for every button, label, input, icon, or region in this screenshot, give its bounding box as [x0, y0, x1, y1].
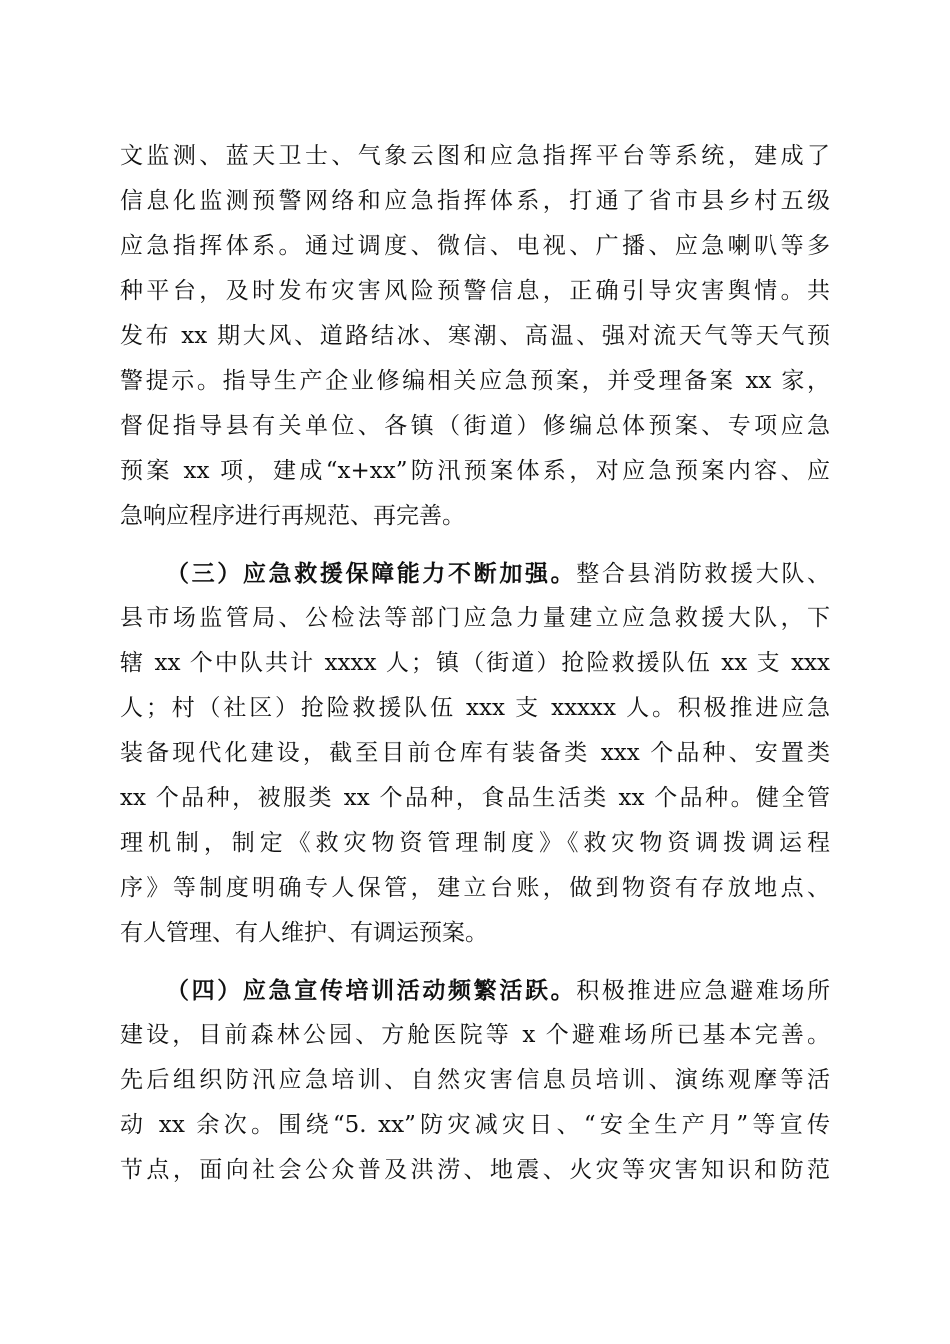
paragraph-line: 应急指挥体系。通过调度、微信、电视、广播、应急喇叭等多: [120, 233, 830, 259]
section-heading: （四）应急宣传培训活动频繁活跃。: [166, 977, 577, 1004]
paragraph-line: 种平台，及时发布灾害风险预警信息，正确引导灾害舆情。共: [120, 278, 830, 304]
paragraph-line: 信息化监测预警网络和应急指挥体系，打通了省市县乡村五级: [120, 188, 830, 214]
paragraph-line: 先后组织防汛应急培训、自然灾害信息员培训、演练观摩等活: [120, 1067, 830, 1093]
paragraph-line: 动 xx 余次。围绕“5. xx”防灾减灾日、“安全生产月”等宣传: [120, 1112, 830, 1138]
paragraph-section-4: [120, 968, 830, 1193]
paragraph-line: 县市场监管局、公检法等部门应急力量建立应急救援大队，下: [120, 605, 830, 631]
paragraph-section-3: [120, 551, 830, 956]
paragraph-first-line: [120, 551, 830, 596]
paragraph-line: 预案 xx 项，建成“x+xx”防汛预案体系，对应急预案内容、应: [120, 458, 830, 484]
paragraph-line: 发布 xx 期大风、道路结冰、寒潮、高温、强对流天气等天气预: [120, 323, 830, 349]
paragraph-text: 积极推进应急避难场所: [576, 978, 830, 1004]
document-page: [120, 134, 830, 1193]
paragraph-line: 装备现代化建设，截至目前仓库有装备类 xxx 个品种、安置类: [120, 740, 830, 766]
paragraph-line: 节点，面向社会公众普及洪涝、地震、火灾等灾害知识和防范: [120, 1157, 830, 1183]
paragraph-line: xx 个品种，被服类 xx 个品种，食品生活类 xx 个品种。健全管: [120, 785, 830, 811]
section-heading: （三）应急救援保障能力不断加强。: [166, 560, 577, 587]
paragraph-line: 理机制，制定《救灾物资管理制度》《救灾物资调拨调运程: [120, 830, 830, 856]
paragraph-line: 建设，目前森林公园、方舱医院等 x 个避难场所已基本完善。: [120, 1022, 830, 1048]
paragraph-line: 有人管理、有人维护、有调运预案。: [120, 920, 488, 946]
paragraph-line: 督促指导县有关单位、各镇（街道）修编总体预案、专项应急: [120, 413, 830, 439]
paragraph-line: 辖 xx 个中队共计 xxxx 人；镇（街道）抢险救援队伍 xx 支 xxx: [120, 650, 830, 676]
paragraph-line: 急响应程序进行再规范、再完善。: [120, 503, 465, 529]
paragraph-line: 文监测、蓝天卫士、气象云图和应急指挥平台等系统，建成了: [120, 143, 830, 169]
paragraph-line: 人；村（社区）抢险救援队伍 xxx 支 xxxxx 人。积极推进应急: [120, 695, 830, 721]
paragraph-line: 序》等制度明确专人保管，建立台账，做到物资有存放地点、: [120, 875, 830, 901]
paragraph-intro: [120, 134, 830, 539]
paragraph-text: 整合县消防救援大队、: [576, 561, 830, 587]
paragraph-first-line: [120, 968, 830, 1013]
paragraph-line: 警提示。指导生产企业修编相关应急预案，并受理备案 xx 家，: [120, 368, 830, 394]
